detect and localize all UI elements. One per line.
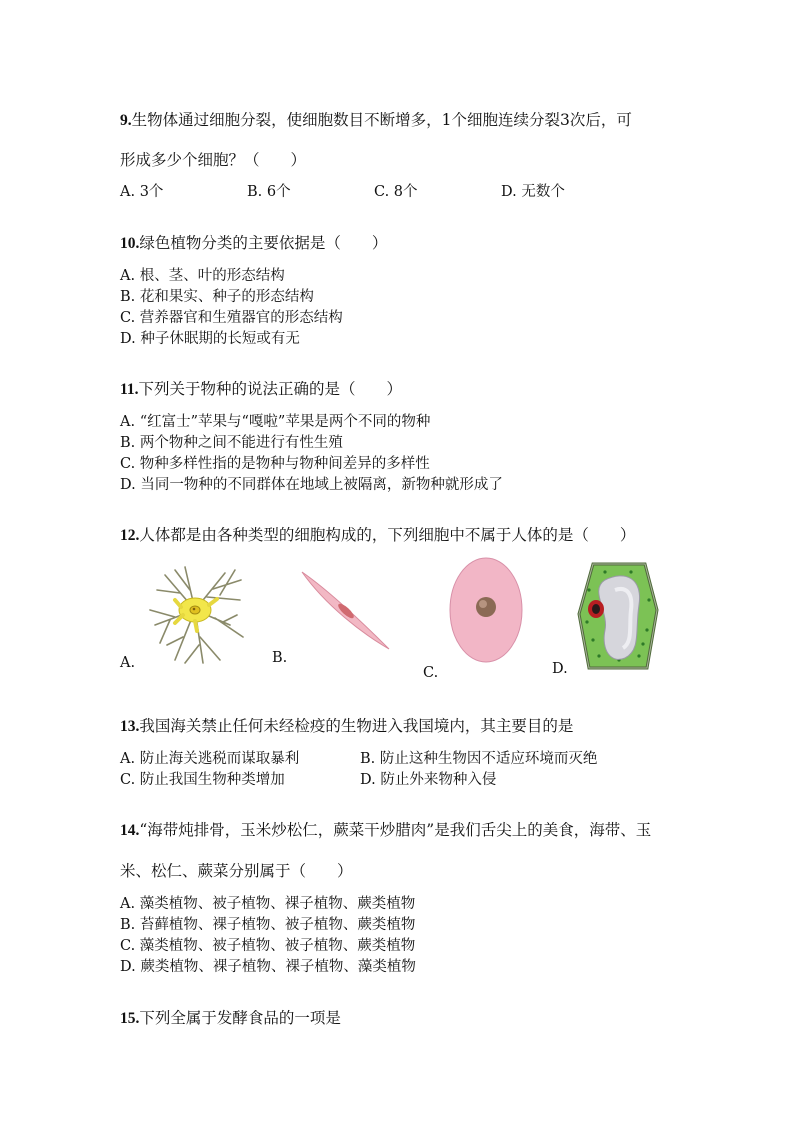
- option-a[interactable]: A. 根、茎、叶的形态结构: [120, 268, 285, 284]
- option-c[interactable]: C. 营养器官和生殖器官的形态结构: [120, 310, 343, 326]
- question-text: 生物体通过细胞分裂，使细胞数目不断增多，1个细胞连续分裂3次后，可: [131, 111, 632, 129]
- question-9: [120, 108, 632, 130]
- question-13: [120, 714, 573, 736]
- question-14-line2: 米、松仁、蕨菜分别属于（ ）: [120, 862, 353, 880]
- option-c[interactable]: C. 藻类植物、被子植物、被子植物、蕨类植物: [120, 938, 416, 954]
- option-b[interactable]: B. 花和果实、种子的形态结构: [120, 289, 314, 305]
- question-number: 14.: [120, 822, 140, 839]
- question-text: “海带炖排骨，玉米炒松仁，蕨菜干炒腊肉”是我们舌尖上的美食，海带、玉: [139, 821, 652, 839]
- neuron-cell-image[interactable]: [145, 565, 245, 665]
- option-c-label[interactable]: C.: [423, 665, 439, 681]
- question-number: 15.: [120, 1010, 140, 1027]
- option-d[interactable]: D. 种子休眠期的长短或有无: [120, 331, 300, 347]
- plant-cell-image[interactable]: [575, 560, 660, 672]
- option-a[interactable]: A. 防止海关逃税而谋取暴利: [120, 751, 300, 767]
- question-text: 下列关于物种的说法正确的是（ ）: [138, 380, 403, 398]
- question-text: 我国海关禁止任何未经检疫的生物进入我国境内，其主要目的是: [139, 717, 574, 735]
- question-text: 人体都是由各种类型的细胞构成的，下列细胞中不属于人体的是（ ）: [139, 526, 636, 544]
- option-b-label[interactable]: B.: [272, 650, 288, 666]
- option-b[interactable]: B. 两个物种之间不能进行有性生殖: [120, 435, 343, 451]
- question-number: 10.: [120, 235, 140, 252]
- question-10: [120, 231, 387, 253]
- question-text: 下列全属于发酵食品的一项是: [139, 1009, 341, 1027]
- option-d[interactable]: D. 当同一物种的不同群体在地域上被隔离，新物种就形成了: [120, 477, 503, 493]
- question-11: [120, 377, 402, 399]
- option-c[interactable]: C. 8个: [374, 184, 418, 200]
- question-9-line2: 形成多少个细胞？（ ）: [120, 151, 307, 169]
- question-14: [120, 818, 651, 840]
- question-12: [120, 523, 635, 545]
- option-c[interactable]: C. 物种多样性指的是物种与物种间差异的多样性: [120, 456, 430, 472]
- option-d[interactable]: D. 防止外来物种入侵: [360, 772, 497, 788]
- smooth-muscle-cell-image[interactable]: [298, 568, 393, 653]
- option-b[interactable]: B. 防止这种生物因不适应环境而灭绝: [360, 751, 598, 767]
- option-a[interactable]: A. 藻类植物、被子植物、裸子植物、蕨类植物: [120, 896, 416, 912]
- option-d-label[interactable]: D.: [552, 661, 568, 677]
- option-c[interactable]: C. 防止我国生物种类增加: [120, 772, 285, 788]
- question-text: 绿色植物分类的主要依据是（ ）: [139, 234, 388, 252]
- question-15: [120, 1006, 341, 1028]
- question-number: 9.: [120, 112, 132, 129]
- option-a[interactable]: A. “红富士”苹果与“嘎啦”苹果是两个不同的物种: [120, 414, 431, 430]
- option-b[interactable]: B. 6个: [247, 184, 291, 200]
- option-a-label[interactable]: A.: [120, 655, 136, 671]
- option-d[interactable]: D. 无数个: [501, 184, 565, 200]
- question-number: 11.: [120, 381, 139, 398]
- question-number: 13.: [120, 718, 140, 735]
- human-cell-image[interactable]: [446, 555, 526, 665]
- option-b[interactable]: B. 苔藓植物、裸子植物、被子植物、蕨类植物: [120, 917, 416, 933]
- question-number: 12.: [120, 527, 140, 544]
- option-d[interactable]: D. 蕨类植物、裸子植物、裸子植物、藻类植物: [120, 959, 416, 975]
- option-a[interactable]: A. 3个: [120, 184, 164, 200]
